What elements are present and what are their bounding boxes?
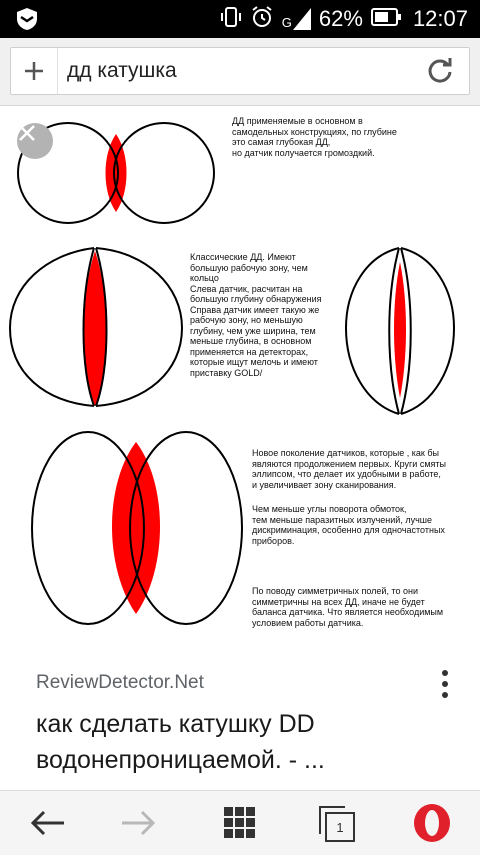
browser-toolbar xyxy=(0,38,480,106)
close-icon xyxy=(17,123,37,143)
opera-menu-button[interactable] xyxy=(384,791,480,855)
network-type-label: G xyxy=(281,15,292,30)
tab-count: 1 xyxy=(325,812,355,842)
clock: 12:07 xyxy=(412,6,468,31)
back-button[interactable] xyxy=(0,791,96,855)
reload-icon xyxy=(426,57,454,85)
more-dot-icon xyxy=(442,670,448,676)
result-image[interactable] xyxy=(6,106,474,646)
more-dot-icon xyxy=(442,692,448,698)
grid-icon xyxy=(224,807,256,839)
more-options-button[interactable] xyxy=(430,666,460,702)
diagram-text-bottom-1: Новое поколение датчиков, которые , как бы являются продолжением первых. Круги смяты эллипсом, что делает их удобными в работе, и увеличивает зону сканирования. xyxy=(252,448,446,490)
arrow-left-icon xyxy=(30,809,66,837)
close-image-button[interactable] xyxy=(17,123,53,159)
diagram-text-bottom-3: По поводу симметричных полей, то они симметричны на всех ДД, иначе не будет баланса датчика. Что является необходимым условием работы датчика. xyxy=(252,586,444,628)
diagram-text-middle: Классические ДД. Имеют большую рабочую зону, чем кольцо Слева датчик, расчитан на большую глубину обнаружения Справа датчик имеет такую же рабочую зону, но меньшую глубину, чем уже ширина, тем меньше глубина, в основном применяется на детекторах, которые ищут мелочь и имеют приставку GOLD/ xyxy=(190,252,322,378)
tabs-button[interactable] xyxy=(288,791,384,855)
result-title-link[interactable]: как сделать катушку DD водонепроницаемой. - ... xyxy=(36,710,325,774)
search-result-card xyxy=(0,106,480,790)
signal-icon xyxy=(282,8,311,30)
result-source-domain[interactable]: ReviewDetector.Net xyxy=(36,672,204,693)
opera-logo-icon xyxy=(412,803,452,843)
search-query-text[interactable]: дд катушка xyxy=(67,59,177,82)
tabs-icon xyxy=(319,806,353,840)
diagram-text-bottom-2: Чем меньше углы поворота обмоток, тем меньше паразитных излучений, лучше дискриминация, особенно для одночастотных приборов. xyxy=(252,504,445,546)
diagram-text-top: ДД применяемые в основном в самодельных конструкциях, по глубине это самая глубокая ДД, но датчик получается громоздкий. xyxy=(232,116,397,158)
plus-icon xyxy=(23,60,45,82)
new-tab-plus-button[interactable] xyxy=(11,48,58,94)
bottom-navigation-bar xyxy=(0,790,480,855)
arrow-right-icon xyxy=(120,809,156,837)
battery-percent: 62% xyxy=(318,6,363,31)
reload-button[interactable] xyxy=(417,48,463,94)
battery-icon xyxy=(371,8,401,31)
forward-button[interactable] xyxy=(90,791,186,855)
address-bar[interactable] xyxy=(10,47,470,95)
alarm-icon xyxy=(250,5,274,34)
vibrate-icon xyxy=(220,5,242,34)
notification-shield-icon xyxy=(14,6,40,37)
speed-dial-button[interactable] xyxy=(192,791,288,855)
more-dot-icon xyxy=(442,681,448,687)
status-bar xyxy=(0,0,480,38)
